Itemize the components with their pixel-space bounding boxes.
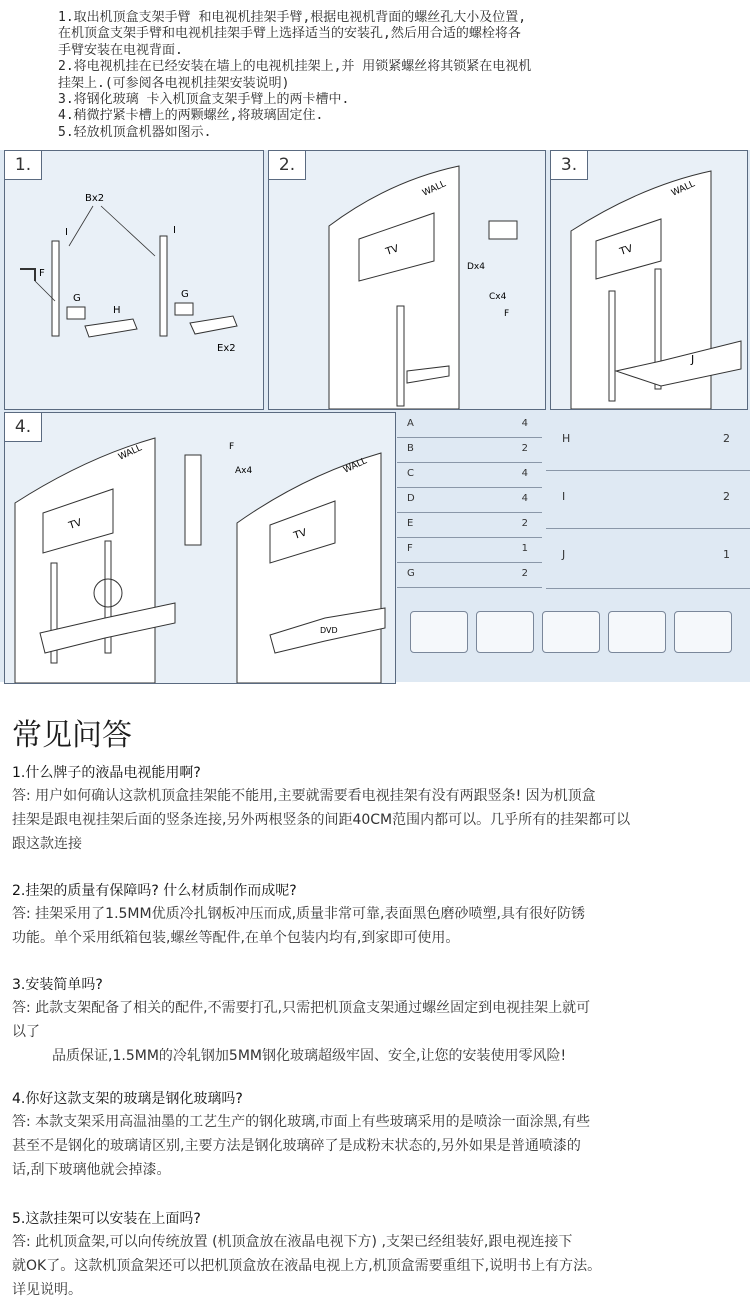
- part-qty: 1: [723, 548, 730, 561]
- wall-label: WALL: [117, 443, 144, 463]
- faq-question: 5.这款挂架可以安装在上面吗?: [12, 1211, 201, 1227]
- label-f: F: [504, 309, 510, 319]
- part-label: G: [407, 568, 415, 579]
- faq-question: 4.你好这款支架的玻璃是钢化玻璃吗?: [12, 1091, 243, 1107]
- screw-anchor-icon: [410, 611, 468, 653]
- part-label: I: [562, 490, 566, 503]
- pencil-icon: [608, 611, 666, 653]
- part-qty: 1: [521, 543, 528, 554]
- instruction-line: 挂架上.(可参阅各电视机挂架安装说明): [58, 75, 290, 91]
- dvd-label: DVD: [320, 626, 338, 635]
- label-bx2: Bx2: [85, 193, 105, 204]
- label-g: G: [73, 293, 81, 304]
- step-number: 4.: [5, 413, 42, 442]
- label-dx4: Dx4: [467, 262, 485, 272]
- wall-label: WALL: [670, 179, 697, 199]
- faq-section: [0, 682, 750, 1313]
- faq-answer: [12, 902, 742, 950]
- step-1-illustration: [5, 151, 263, 409]
- part-label: F: [407, 543, 413, 554]
- wall-label: WALL: [342, 456, 369, 476]
- instruction-line: 2.将电视机挂在已经安装在墙上的电视机挂架上,并 用锁紧螺丝将其锁紧在电视机: [58, 59, 532, 75]
- answer-line: 功能。单个采用纸箱包装,螺丝等配件,在单个包装内均有,到家即可使用。: [12, 930, 460, 946]
- instructions-block: [58, 10, 738, 141]
- step-3-panel: [550, 150, 748, 410]
- step-2-illustration: [269, 151, 545, 409]
- part-qty: 4: [521, 468, 528, 479]
- part-label: C: [407, 468, 414, 479]
- answer-line: 挂架是跟电视挂架后面的竖条连接,另外两根竖条的间距40CM范围内都可以。几乎所有的挂架都可以: [12, 812, 631, 828]
- tv-label: TV: [384, 243, 401, 258]
- part-row: [397, 487, 542, 513]
- label-ex2: Ex2: [217, 343, 236, 354]
- part-qty: 4: [521, 493, 528, 504]
- part-row: [397, 537, 542, 563]
- instruction-line: 1.取出机顶盒支架手臂 和电视机挂架手臂,根据电视机背面的螺丝孔大小及位置,: [58, 10, 527, 25]
- answer-line: 答: 此机顶盒架,可以向传统放置 (机顶盒放在液晶电视下方) ,支架已经组装好,跟电视连接下: [12, 1234, 573, 1250]
- step-4-illustration: [5, 413, 395, 683]
- tape-measure-icon: [476, 611, 534, 653]
- part-row: [397, 412, 542, 438]
- answer-line: 品质保证,1.5MM的冷轧钢加5MM钢化玻璃超级牢固、安全,让您的安装使用零风险!: [12, 1048, 567, 1064]
- part-row: [397, 562, 542, 588]
- answer-line: 以了: [12, 1024, 40, 1040]
- instruction-line: 在机顶盒支架手臂和电视机挂架手臂上选择适当的安装孔,然后用合适的螺栓将各: [58, 26, 521, 42]
- step-4-panel: [4, 412, 396, 684]
- instruction-line: 4.稍微拧紧卡槽上的两颗螺丝,将玻璃固定住.: [58, 108, 324, 124]
- part-qty: 2: [723, 490, 730, 503]
- tv-label: TV: [292, 527, 309, 542]
- drill-icon: [674, 611, 732, 653]
- answer-line: 答: 此款支架配备了相关的配件,不需要打孔,只需把机顶盒支架通过螺丝固定到电视挂架上就可: [12, 1000, 591, 1016]
- faq-answer: [12, 1230, 742, 1302]
- instruction-line: 3.将钢化玻璃 卡入机顶盒支架手臂上的两卡槽中.: [58, 92, 350, 108]
- part-label: A: [407, 418, 414, 429]
- label-i: I: [65, 227, 68, 238]
- label-f: F: [39, 268, 45, 279]
- step-number: 3.: [551, 151, 588, 180]
- step-number: 1.: [5, 151, 42, 180]
- part-row: [397, 462, 542, 488]
- part-label: H: [562, 432, 571, 445]
- faq-answer: [12, 1110, 742, 1182]
- part-row: [397, 437, 542, 463]
- part-qty: 2: [723, 432, 730, 445]
- label-j: J: [691, 353, 695, 366]
- tv-label: TV: [67, 517, 84, 532]
- label-f: F: [229, 442, 235, 452]
- answer-line: 答: 用户如何确认这款机顶盒挂架能不能用,主要就需要看电视挂架有没有两跟竖条! 因为机顶盒: [12, 788, 596, 804]
- step-number: 2.: [269, 151, 306, 180]
- faq-question: 1.什么牌子的液晶电视能用啊?: [12, 765, 201, 781]
- part-label: D: [407, 493, 415, 504]
- faq-question: 2.挂架的质量有保障吗? 什么材质制作而成呢?: [12, 883, 297, 899]
- hex-key-icon: [542, 611, 600, 653]
- answer-line: 就OK了。这款机顶盒架还可以把机顶盒放在液晶电视上方,机顶盒需要重组下,说明书上有方法。: [12, 1258, 602, 1274]
- faq-question: 3.安装简单吗?: [12, 977, 103, 993]
- part-qty: 2: [521, 518, 528, 529]
- part-label: J: [562, 548, 566, 561]
- part-row: [546, 470, 750, 529]
- part-row: [546, 528, 750, 589]
- label-ax4: Ax4: [235, 466, 253, 476]
- part-qty: 4: [521, 418, 528, 429]
- answer-line: 答: 本款支架采用高温油墨的工艺生产的钢化玻璃,市面上有些玻璃采用的是喷涂一面涂黑,有些: [12, 1114, 591, 1130]
- part-label: B: [407, 443, 414, 454]
- label-g: G: [181, 289, 189, 300]
- step-1-panel: [4, 150, 264, 410]
- step-3-illustration: [551, 151, 747, 409]
- faq-answer: [12, 784, 742, 856]
- answer-line: 甚至不是钢化的玻璃请区别,主要方法是钢化玻璃碎了是成粉末状态的,另外如果是普通喷漆的: [12, 1138, 581, 1154]
- part-qty: 2: [521, 568, 528, 579]
- label-i: I: [173, 225, 176, 236]
- wall-label: WALL: [421, 179, 448, 199]
- instruction-line: 手臂安装在电视背面.: [58, 42, 183, 58]
- part-qty: 2: [521, 443, 528, 454]
- answer-line: 详见说明。: [12, 1282, 82, 1298]
- step-2-panel: [268, 150, 546, 410]
- faq-title: 常见问答: [12, 718, 132, 753]
- tv-label: TV: [618, 243, 635, 258]
- part-label: E: [407, 518, 414, 529]
- answer-line: 话,刮下玻璃他就会掉漆。: [12, 1162, 171, 1178]
- label-h: H: [113, 305, 121, 316]
- faq-answer: [12, 996, 742, 1068]
- answer-line: 答: 挂架采用了1.5MM优质冷扎钢板冲压而成,质量非常可靠,表面黑色磨砂喷塑,具有很好防锈: [12, 906, 585, 922]
- label-cx4: Cx4: [489, 292, 507, 302]
- part-row: [546, 412, 750, 471]
- answer-line: 跟这款连接: [12, 836, 82, 852]
- instruction-line: 5.轻放机顶盒机器如图示.: [58, 124, 212, 140]
- part-row: [397, 512, 542, 538]
